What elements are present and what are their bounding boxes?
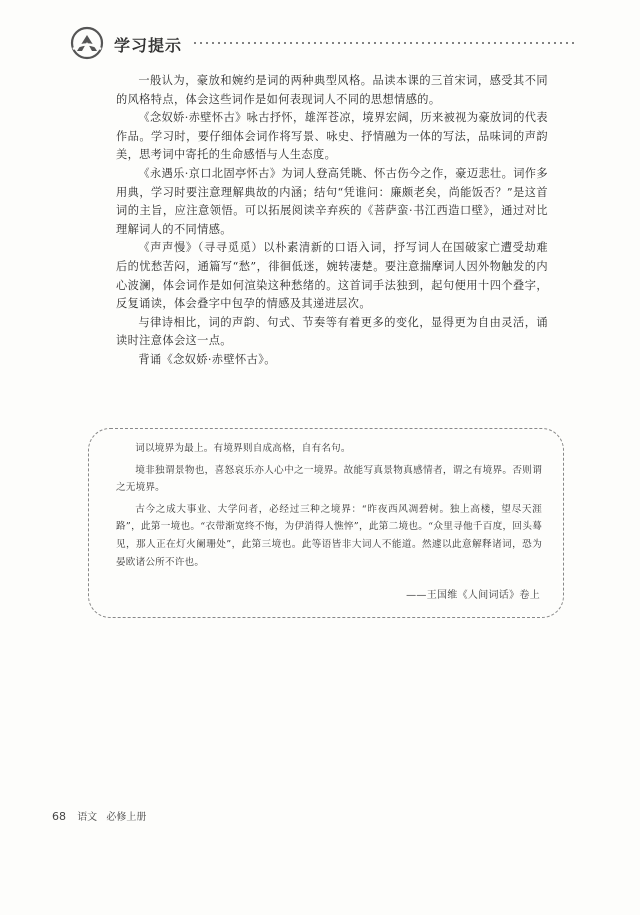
quote-paragraph: 境非独谓景物也，喜怒哀乐亦人心中之一境界。故能写真景物真感情者，谓之有境界。否则谓之无境界。 bbox=[116, 464, 542, 494]
quote-paragraph: 古今之成大事业、大学问者，必经过三种之境界：“昨夜西风凋碧树。独上高楼，望尽天涯路”，此第一境也。“衣带渐宽终不悔，为伊消得人憔悴”，此第二境也。“众里寻他千百度，回头蓦见，那人正在灯火阑珊处”，此第三境也。此等语皆非大词人不能道。然遽以此意解释诸词，恐为晏欧诸公所不许也。 bbox=[116, 503, 542, 568]
footer-subject: 语文 bbox=[77, 812, 98, 823]
footer-volume: 必修上册 bbox=[106, 812, 147, 823]
page-number: 68 bbox=[52, 810, 66, 823]
tip-paragraph: 《念奴娇·赤壁怀古》咏古抒怀，雄浑苍凉，境界宏阔，历来被视为豪放词的代表作品。学习时，要仔细体会词作将写景、咏史、抒情融为一体的写法，品味词的声韵美，思考词中寄托的生命感悟与人生态度。 bbox=[116, 111, 548, 162]
quote-source: ——王国维《人间词话》卷上 bbox=[406, 590, 540, 601]
quote-paragraph: 词以境界为最上。有境界则自成高格，自有名句。 bbox=[135, 443, 351, 454]
learning-tips-body bbox=[116, 72, 548, 370]
tip-paragraph: 与律诗相比，词的声韵、句式、节奏等有着更多的变化，显得更为自由灵活，诵读时注意体会这一点。 bbox=[116, 315, 548, 348]
section-title: 学习提示 bbox=[114, 36, 183, 55]
tip-paragraph: 一般认为，豪放和婉约是词的两种典型风格。品读本课的三首宋词，感受其不同的风格特点，体会这些词作是如何表现词人不同的思想情感的。 bbox=[116, 74, 548, 106]
header-dotted-rule bbox=[192, 42, 578, 44]
tip-paragraph: 《永遇乐·京口北固亭怀古》为词人登高凭眺、怀古伤今之作，豪迈悲壮。词作多用典，学习时要注意理解典故的内涵；结句“凭谁问：廉颇老矣，尚能饭否？”是这首词的主旨，应注意领悟。可以拓展阅读辛弃疾的《菩萨蛮·书江西造口壁》，通过对比理解词人的不同情感。 bbox=[116, 166, 548, 236]
quote-body bbox=[116, 440, 542, 571]
tip-paragraph: 背诵《念奴娇·赤壁怀古》。 bbox=[138, 352, 276, 366]
page-footer bbox=[52, 808, 146, 823]
section-header bbox=[70, 26, 590, 60]
tip-paragraph: 《声声慢》（寻寻觅觅）以朴素清新的口语入词，抒写词人在国破家亡遭受劫难后的忧愁苦闷，通篇写“愁”，徘徊低迷，婉转凄楚。要注意揣摩词人因外物触发的内心波澜，体会词作是如何渲染这种愁绪的。这首词手法独到，起句便用十四个叠字，反复诵读，体会叠字中包孕的情感及其递进层次。 bbox=[116, 241, 548, 311]
learning-tip-logo-icon bbox=[70, 26, 104, 60]
